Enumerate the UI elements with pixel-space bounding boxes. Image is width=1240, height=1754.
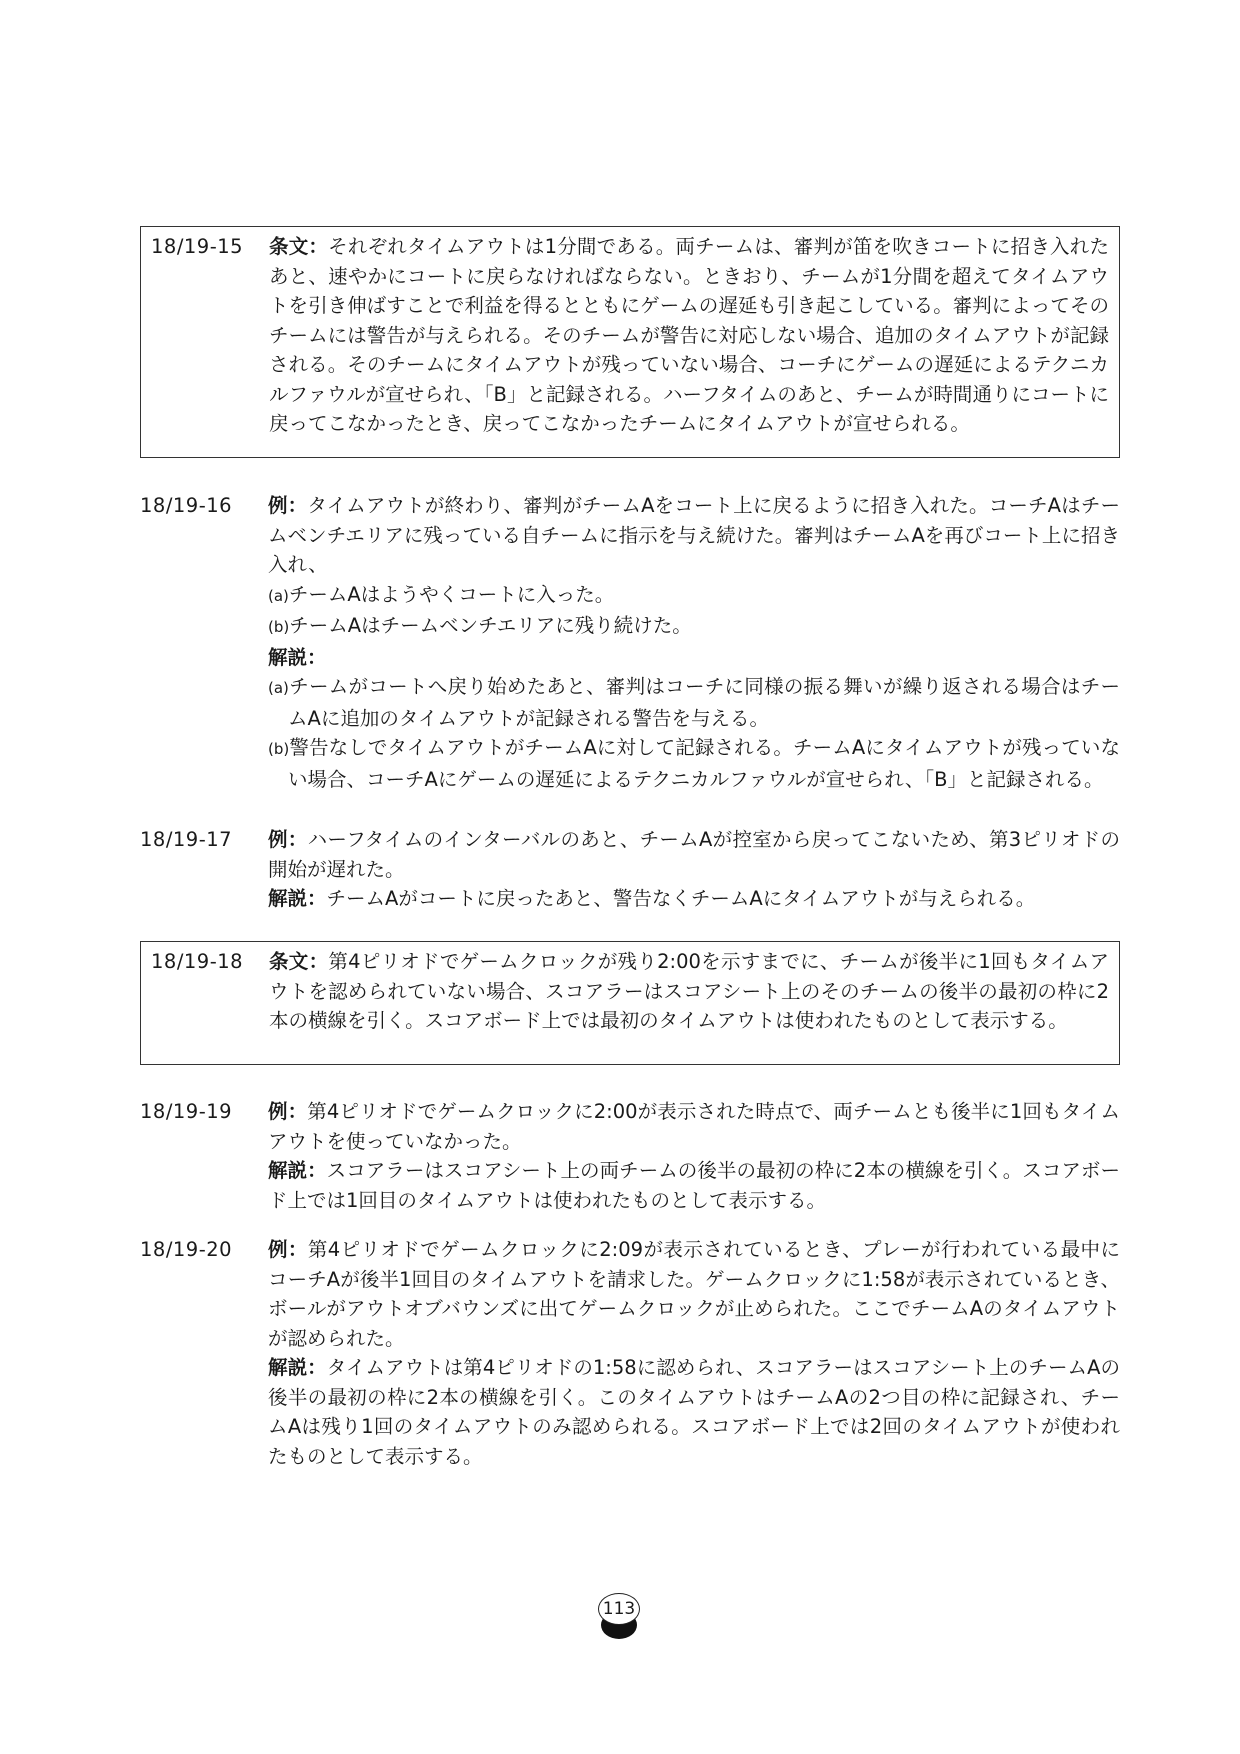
explanation-label: 解説： [268, 645, 327, 669]
rule-box-18-19-15 [140, 226, 1120, 458]
explanation-b-marker: (b) [268, 740, 290, 758]
explanation-a-marker: (a) [268, 679, 289, 697]
explanation [268, 884, 1120, 914]
example-body: ハーフタイムのインターバルのあと、チームAが控室から戻ってこないため、第3ピリオドの開始が遅れた。 [268, 828, 1120, 881]
explanation [268, 1156, 1120, 1215]
case-b-marker: (b) [268, 618, 290, 636]
example-18-19-20 [140, 1235, 1120, 1471]
explanation-b-text: 警告なしでタイムアウトがチームAに対して記録される。チームAにタイムアウトが残っていない場合、コーチAにゲームの遅延によるテクニカルファウルが宣せられ、「B」と記録される。 [288, 736, 1120, 791]
explanation-b [268, 733, 1120, 794]
explanation [268, 1353, 1120, 1471]
rule-body: 第4ピリオドでゲームクロックが残り2:00を示すまでに、チームが後半に1回もタイムアウトを認められていない場合、スコアラーはスコアシート上のそのチームの後半の最初の枠に2本の横線を引く。スコアボード上では最初のタイムアウトは使われたものとして表示する。 [269, 950, 1109, 1032]
rule-text [269, 232, 1109, 439]
example-body: タイムアウトが終わり、審判がチームAをコート上に戻るように招き入れた。コーチAはチームベンチエリアに残っている自チームに指示を与え続けた。審判はチームAを再びコート上に招き入れ、 [268, 494, 1120, 576]
explanation-a-text: チームがコートへ戻り始めたあと、審判はコーチに同様の振る舞いが繰り返される場合はチームAに追加のタイムアウトが記録される警告を与える。 [288, 675, 1120, 730]
example-label: 例： [268, 828, 308, 851]
case-b-text: チームAはチームベンチエリアに残り続けた。 [289, 614, 692, 637]
rule-box-18-19-18 [140, 941, 1120, 1065]
entry-number: 18/19-15 [151, 235, 244, 258]
example-18-19-19 [140, 1097, 1120, 1215]
example-text [268, 1097, 1120, 1156]
example-18-19-16 [140, 491, 1120, 794]
example-label: 例： [268, 1100, 308, 1123]
case-a-marker: (a) [268, 586, 289, 605]
page-number [598, 1593, 642, 1645]
explanation-a [268, 672, 1120, 733]
rule-label: 条文： [269, 950, 329, 973]
case-a [268, 580, 1120, 612]
entry-number: 18/19-18 [151, 950, 244, 973]
page-number-text: 113 [598, 1593, 640, 1625]
case-a-text: チームAはようやくコートに入った。 [288, 582, 615, 606]
example-label: 例： [268, 494, 308, 517]
rule-text [269, 947, 1109, 1036]
example-text [268, 491, 1120, 580]
entry-number: 18/19-20 [140, 1238, 233, 1261]
case-b [268, 611, 1120, 643]
example-text [268, 1235, 1120, 1353]
entry-number: 18/19-16 [140, 494, 233, 517]
example-18-19-17 [140, 825, 1120, 914]
example-body: 第4ピリオドでゲームクロックに2:00が表示された時点で、両チームとも後半に1回もタイムアウトを使っていなかった。 [268, 1100, 1120, 1153]
explanation-label: 解説： [268, 1159, 327, 1182]
entry-number: 18/19-19 [140, 1100, 233, 1123]
example-body: 第4ピリオドでゲームクロックに2:09が表示されているとき、プレーが行われている最中にコーチAが後半1回目のタイムアウトを請求した。ゲームクロックに1:58が表示されているとき、ボールがアウトオブバウンズに出てゲームクロックが止められた。ここでチームAのタイムアウトが認められた。 [268, 1238, 1120, 1350]
example-label: 例： [268, 1238, 308, 1261]
rule-label: 条文： [269, 235, 329, 258]
explanation-text: チームAがコートに戻ったあと、警告なくチームAにタイムアウトが与えられる。 [326, 887, 1036, 910]
explanation-text: スコアラーはスコアシート上の両チームの後半の最初の枠に2本の横線を引く。スコアボード上では1回目のタイムアウトは使われたものとして表示する。 [268, 1159, 1120, 1212]
example-text [268, 825, 1120, 884]
explanation-label: 解説： [268, 887, 327, 910]
explanation-label: 解説： [268, 1356, 327, 1379]
explanation-text: タイムアウトは第4ピリオドの1:58に認められ、スコアラーはスコアシート上のチームAの後半の最初の枠に2本の横線を引く。このタイムアウトはチームAの2つ目の枠に記録され、チームAは残り1回のタイムアウトのみ認められる。スコアボード上では2回のタイムアウトが使われたものとして表示する。 [268, 1356, 1120, 1468]
entry-number: 18/19-17 [140, 828, 233, 851]
rule-body: それぞれタイムアウトは1分間である。両チームは、審判が笛を吹きコートに招き入れたあと、速やかにコートに戻らなければならない。ときおり、チームが1分間を超えてタイムアウトを引き伸ばすことで利益を得るとともにゲームの遅延も引き起こしている。審判によってそのチームには警告が与えられる。そのチームが警告に対応しない場合、追加のタイムアウトが記録される。そのチームにタイムアウトが残っていない場合、コーチにゲームの遅延によるテクニカルファウルが宣せられ、「B」と記録される。ハーフタイムのあと、チームが時間通りにコートに戻ってこなかったとき、戻ってこなかったチームにタイムアウトが宣せられる。 [269, 235, 1109, 435]
